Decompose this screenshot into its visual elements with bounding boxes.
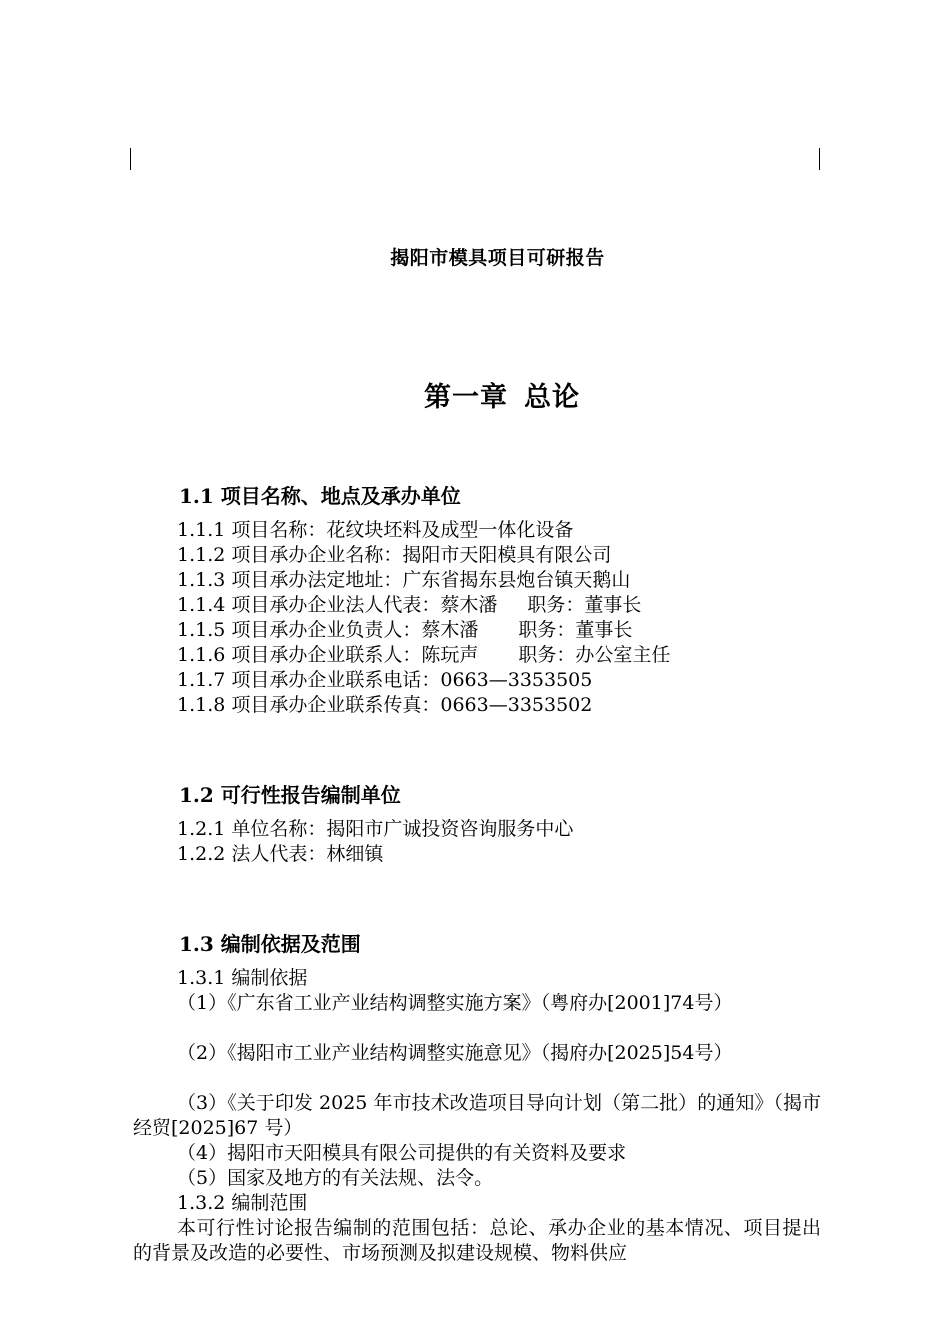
- item-1-1-4-label: 1.1.4 项目承办企业法人代表：蔡木潘: [177, 594, 498, 616]
- basis-item-2: （2）《揭阳市工业产业结构调整实施意见》（揭府办[2025]54号）: [177, 1042, 733, 1064]
- document-title: 揭阳市模具项目可研报告: [390, 247, 605, 269]
- subheading-1-3-2: 1.3.2 编制范围: [177, 1192, 308, 1214]
- item-1-1-6-label: 1.1.6 项目承办企业联系人：陈玩声: [177, 644, 479, 666]
- section-heading-1-2: 1.2 可行性报告编制单位: [179, 783, 401, 807]
- chapter-name: 总论: [524, 382, 580, 413]
- subheading-1-3-1: 1.3.1 编制依据: [177, 967, 308, 989]
- chapter-title: [0, 375, 950, 414]
- basis-item-1: （1）《广东省工业产业结构调整实施方案》（粤府办[2001]74号）: [177, 992, 733, 1014]
- chapter-number: 第一章: [424, 382, 508, 413]
- item-1-1-6-title: 职务：办公室主任: [518, 644, 671, 666]
- section-heading-1-3: 1.3 编制依据及范围: [179, 932, 361, 956]
- item-1-2-1: 1.2.1 单位名称：揭阳市广诚投资咨询服务中心: [177, 818, 574, 840]
- section-heading-1-1: 1.1 项目名称、地点及承办单位: [179, 484, 461, 508]
- basis-item-3: （3）《关于印发 2025 年市技术改造项目导向计划（第二批）的通知》（揭市经贸[2025]67 号）: [133, 1092, 821, 1139]
- right-margin-mark: [819, 148, 820, 170]
- item-1-1-5: [177, 618, 632, 643]
- item-1-1-1: 1.1.1 项目名称：花纹块坯料及成型一体化设备: [177, 519, 574, 541]
- left-margin-mark: [130, 148, 131, 170]
- item-1-1-4: [177, 593, 641, 618]
- item-1-1-4-title: 职务：董事长: [527, 594, 642, 616]
- item-1-1-2: 1.1.2 项目承办企业名称：揭阳市天阳模具有限公司: [177, 544, 612, 566]
- item-1-1-7: 1.1.7 项目承办企业联系电话：0663—3353505: [177, 669, 593, 691]
- item-1-1-5-title: 职务：董事长: [518, 619, 633, 641]
- item-1-1-5-label: 1.1.5 项目承办企业负责人：蔡木潘: [177, 619, 479, 641]
- item-1-2-2: 1.2.2 法人代表：林细镇: [177, 843, 384, 865]
- basis-item-5: （5）国家及地方的有关法规、法令。: [177, 1167, 494, 1189]
- scope-paragraph: 本可行性讨论报告编制的范围包括：总论、承办企业的基本情况、项目提出的背景及改造的必要性、市场预测及拟建设规模、物料供应: [133, 1217, 821, 1264]
- item-1-1-6: [177, 643, 670, 668]
- basis-item-4: （4）揭阳市天阳模具有限公司提供的有关资料及要求: [177, 1142, 627, 1164]
- item-1-1-8: 1.1.8 项目承办企业联系传真：0663—3353502: [177, 694, 593, 716]
- item-1-1-3: 1.1.3 项目承办法定地址：广东省揭东县炮台镇天鹅山: [177, 569, 631, 591]
